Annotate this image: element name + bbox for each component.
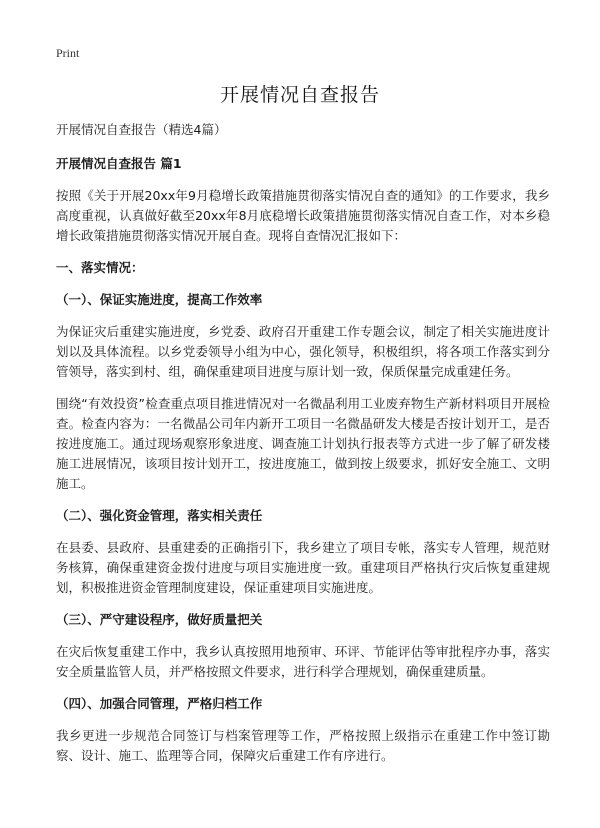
document-subtitle: 开展情况自查报告（精选4篇） <box>56 122 227 137</box>
paragraph-1a: 为保证灾后重建实施进度，乡党委、政府召开重建工作专题会议，制定了相关实施进度计划以及具体流程。以乡党委领导小组为中心，强化领导，积极组织，将各项工作落实到分管领导，落实到村、组，确保重建项目进度与原计划一致，保质保量完成重建任务。 <box>56 324 550 379</box>
subheading-3: （三）、严守建设程序，做好质量把关 <box>56 612 263 627</box>
paragraph-1b: 围绕“有效投资”检查重点项目推进情况对一名微晶利用工业废弃物生产新材料项目开展检查。检查内容为：一名微晶公司年内新开工项目一名微晶研发大楼是否按计划开工，是否按进度施工。通过现场观察形象进度、调查施工计划执行报表等方式进一步了解了研发楼施工进展情况，该项目按计划开工，按进度施工，做到按上级要求，抓好安全施工、文明施工。 <box>56 396 550 491</box>
paragraph-2: 在县委、县政府、县重建委的正确指引下，我乡建立了项目专帐，落实专人管理，规范财务核算，确保重建资金拨付进度与项目实施进度一致。重建项目严格执行灾后恢复重建规划，积极推进资金管理制度建设，保证重建项目实施进度。 <box>56 540 550 595</box>
document-body <box>56 120 550 778</box>
intro-paragraph: 按照《关于开展20xx年9月稳增长政策措施贯彻落实情况自查的通知》的工作要求，我乡高度重视，认真做好截至20xx年8月底稳增长政策措施贯彻落实情况自查工作，对本乡稳增长政策措施贯彻落实情况开展自查。现将自查情况汇报如下： <box>56 188 550 243</box>
heading-implementation: 一、落实情况： <box>56 260 144 275</box>
page-title: 开展情况自查报告 <box>219 84 380 106</box>
print-label: Print <box>56 46 80 60</box>
subheading-4: （四）、加强合同管理，严格归档工作 <box>56 696 263 711</box>
paragraph-4: 我乡更进一步规范合同签订与档案管理等工作，严格按照上级指示在重建工作中签订勘察、设计、施工、监理等合同，保障灾后重建工作有序进行。 <box>56 728 550 763</box>
subheading-2: （二）、强化资金管理，落实相关责任 <box>56 508 263 523</box>
section-title: 开展情况自查报告 篇1 <box>56 156 182 171</box>
subheading-1: （一）、保证实施进度，提高工作效率 <box>56 292 263 307</box>
paragraph-3: 在灾后恢复重建工作中，我乡认真按照用地预审、环评、节能评估等审批程序办事，落实安全质量监管人员，并严格按照文件要求，进行科学合理规划，确保重建质量。 <box>56 644 550 679</box>
